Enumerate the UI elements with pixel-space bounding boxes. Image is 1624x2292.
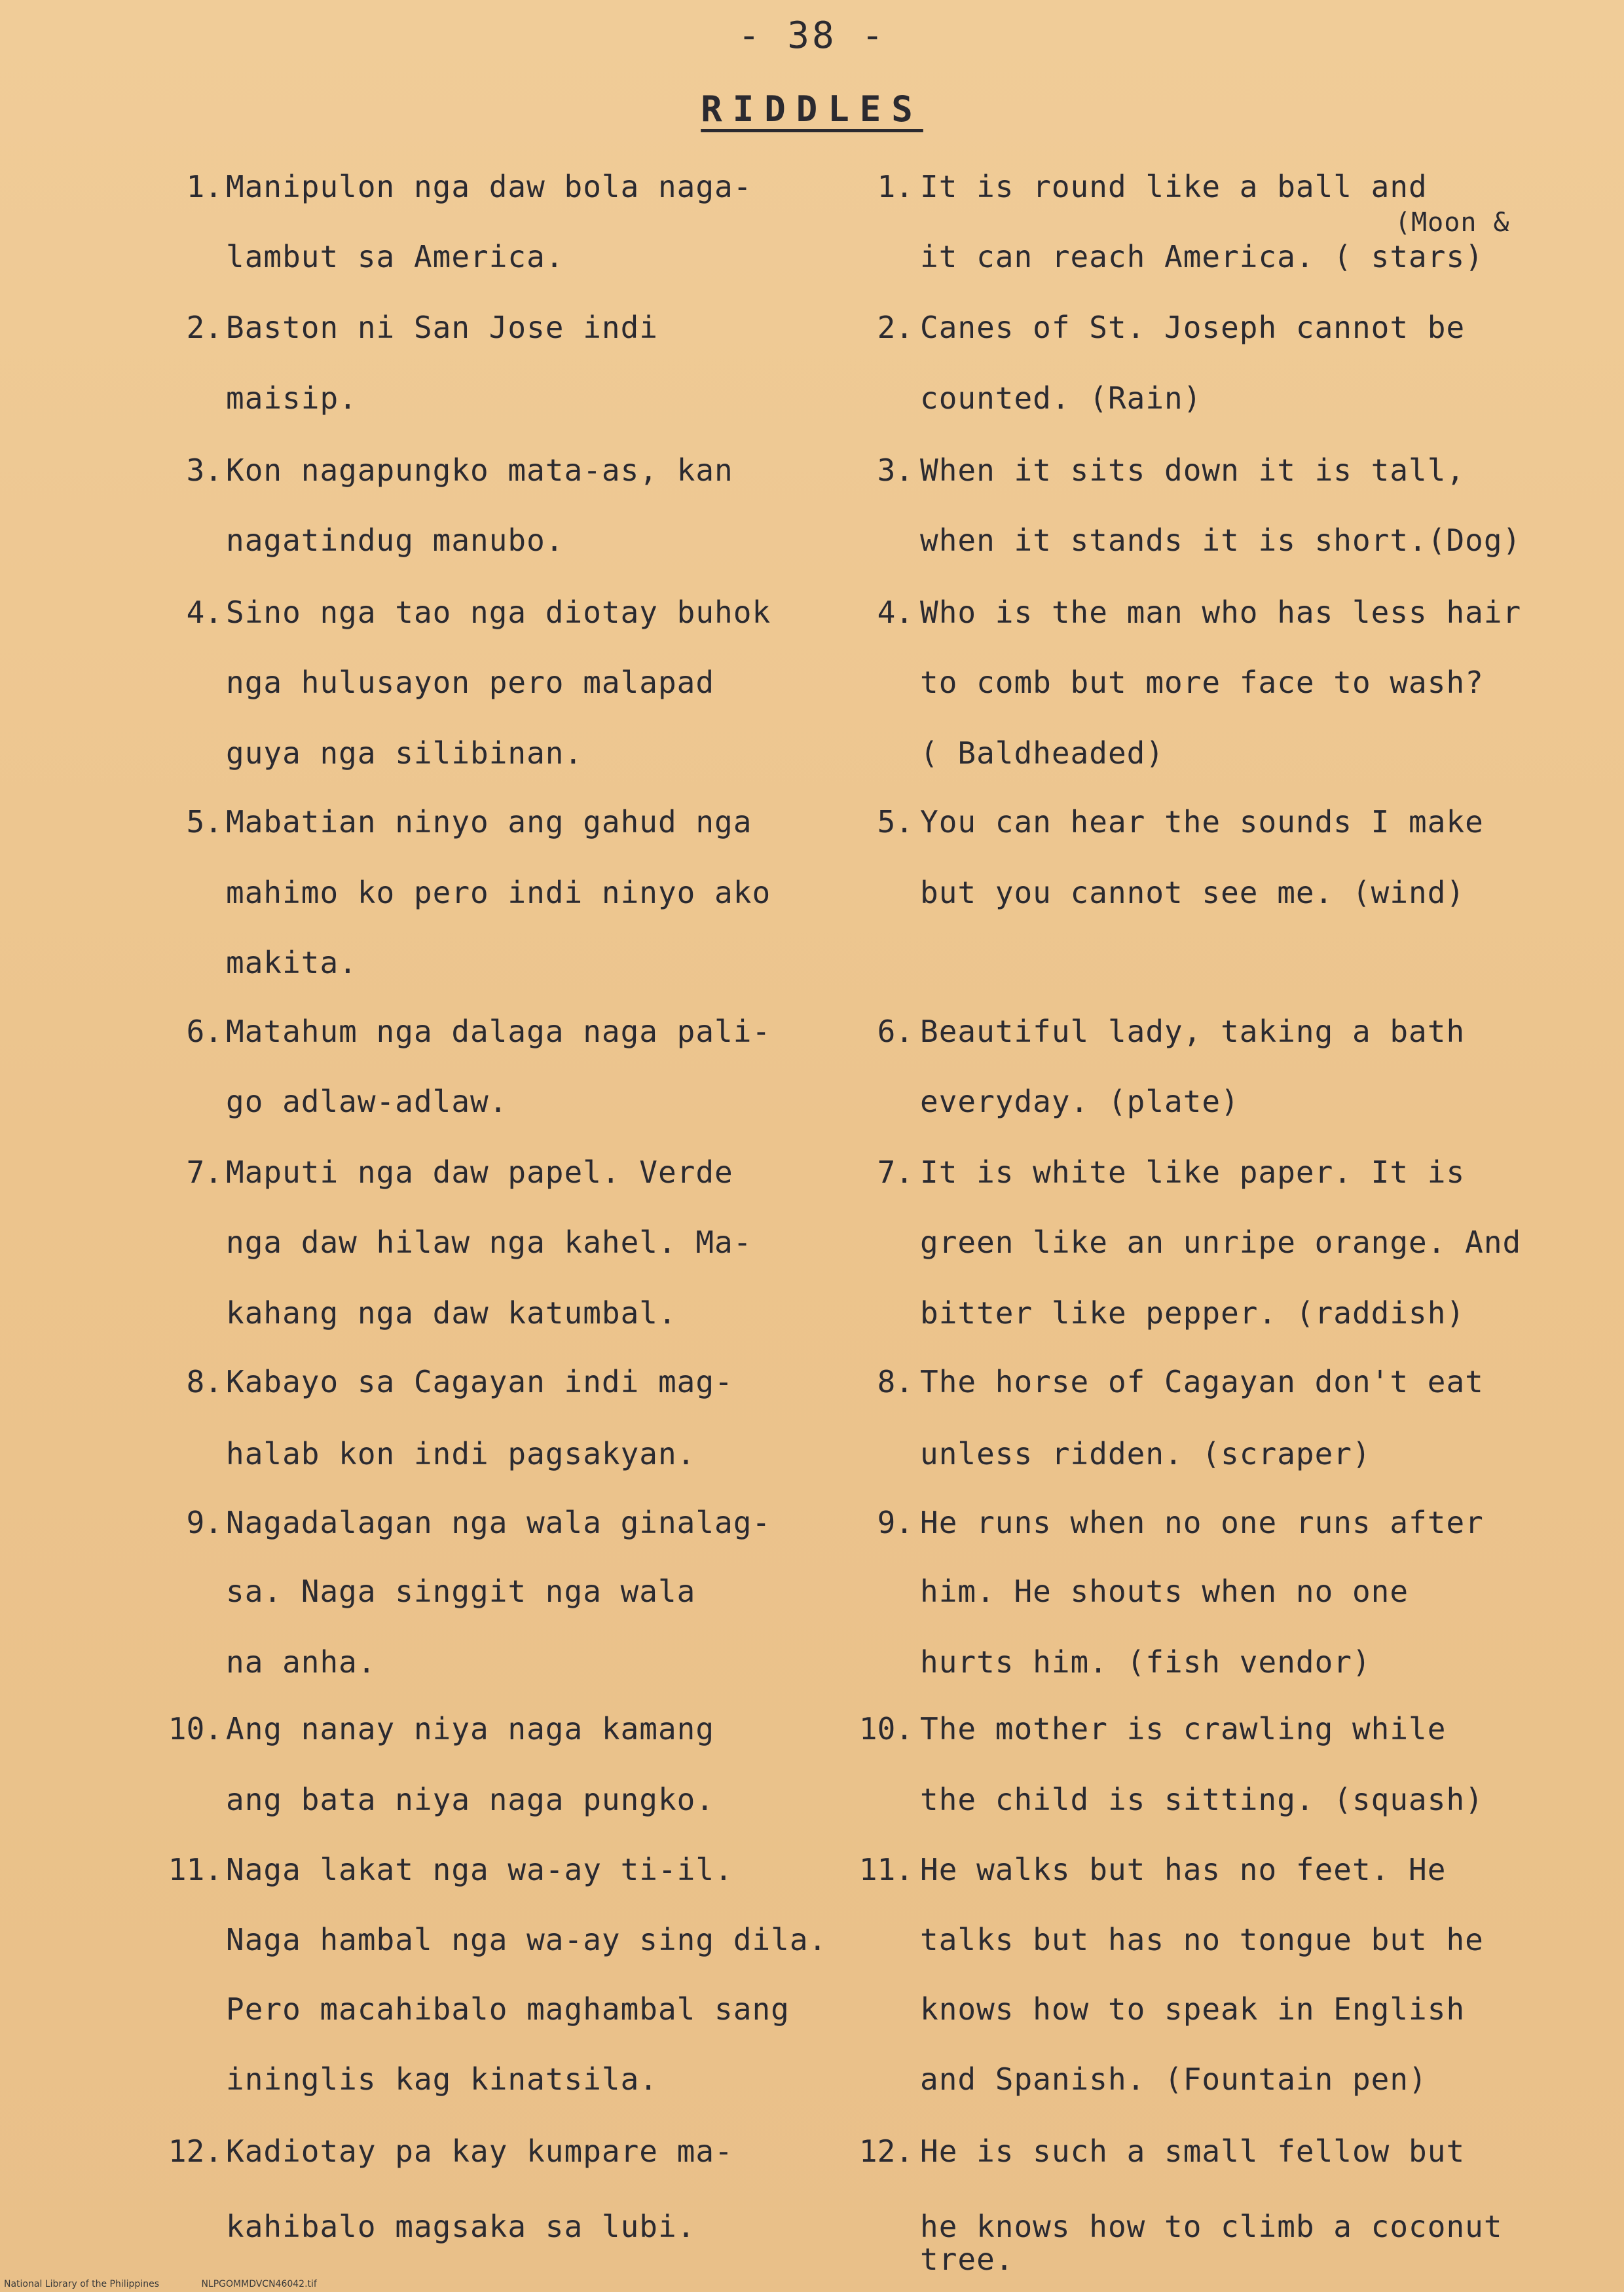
riddle-5-right-line-2: but you cannot see me. (wind) [920, 875, 1466, 910]
riddle-6-left-line-2: go adlaw-adlaw. [226, 1084, 508, 1119]
riddle-4-left-line-2: nga hulusayon pero malapad [226, 665, 715, 700]
riddle-9-right-line-2: him. He shouts when no one [920, 1574, 1409, 1609]
riddle-6-right-line-1: Beautiful lady, taking a bath [920, 1014, 1466, 1049]
riddle-2-left-line-2: maisip. [226, 380, 358, 416]
riddle-7-right-line-2: green like an unripe orange. And [920, 1225, 1522, 1260]
page-number: - 38 - [737, 14, 887, 57]
riddle-10-left-line-2: ang bata niya naga pungko. [226, 1782, 715, 1817]
riddle-3-right-line-2: when it stands it is short.(Dog) [920, 523, 1522, 558]
riddle-1-number-left: 1. [186, 169, 223, 204]
riddle-11-right-line-2: talks but has no tongue but he [920, 1922, 1484, 1957]
riddle-8-left-line-1: Kabayo sa Cagayan indi mag- [226, 1364, 733, 1399]
riddle-2-number-right: 2. [877, 310, 913, 345]
riddle-12-number-left: 12. [168, 2134, 223, 2169]
riddle-10-number-left: 10. [168, 1711, 223, 1747]
riddle-3-left-line-1: Kon nagapungko mata-as, kan [226, 453, 733, 488]
riddle-4-right-line-3: ( Baldheaded) [920, 735, 1165, 771]
riddle-5-left-line-2: mahimo ko pero indi ninyo ako [226, 875, 771, 910]
riddle-6-left-line-1: Matahum nga dalaga naga pali- [226, 1014, 771, 1049]
riddle-1-left-line-1: Manipulon nga daw bola naga- [226, 169, 752, 204]
riddle-11-left-line-3: Pero macahibalo maghambal sang [226, 1991, 790, 2027]
riddle-6-right-line-2: everyday. (plate) [920, 1084, 1240, 1119]
riddle-12-left-line-1: Kadiotay pa kay kumpare ma- [226, 2134, 733, 2169]
riddle-7-right-line-1: It is white like paper. It is [920, 1155, 1466, 1190]
footer-file: NLPGOMMDVCN46042.tif [201, 2279, 317, 2289]
riddle-4-left-line-3: guya nga silibinan. [226, 735, 583, 771]
riddle-11-left-line-2: Naga hambal nga wa-ay sing dila. [226, 1922, 828, 1957]
riddle-1-number-right: 1. [877, 169, 913, 204]
riddle-12-right-line-1: He is such a small fellow but [920, 2134, 1466, 2169]
riddle-7-number-right: 7. [877, 1155, 913, 1190]
riddle-8-right-line-1: The horse of Cagayan don't eat [920, 1364, 1484, 1399]
riddle-11-left-line-1: Naga lakat nga wa-ay ti-il. [226, 1852, 733, 1887]
riddle-2-right-line-2: counted. (Rain) [920, 380, 1202, 416]
riddle-8-right-line-2: unless ridden. (scraper) [920, 1436, 1371, 1471]
riddle-9-left-line-1: Nagadalagan nga wala ginalag- [226, 1505, 771, 1540]
riddle-12-left-line-2: kahibalo magsaka sa lubi. [226, 2209, 696, 2244]
riddle-6-number-right: 6. [877, 1014, 913, 1049]
riddle-12-right-line-2: he knows how to climb a coconut [920, 2209, 1503, 2244]
riddle-7-left-line-3: kahang nga daw katumbal. [226, 1295, 677, 1331]
riddle-10-right-line-2: the child is sitting. (squash) [920, 1782, 1484, 1817]
riddle-7-number-left: 7. [186, 1155, 223, 1190]
riddle-5-left-line-1: Mabatian ninyo ang gahud nga [226, 804, 752, 840]
riddle-1-right-extra: (Moon & [1395, 208, 1510, 238]
riddle-5-left-line-3: makita. [226, 945, 358, 980]
riddle-5-number-right: 5. [877, 804, 913, 840]
riddle-4-right-line-1: Who is the man who has less hair [920, 595, 1522, 630]
riddle-10-left-line-1: Ang nanay niya naga kamang [226, 1711, 715, 1747]
riddle-1-left-line-2: lambut sa America. [226, 239, 564, 274]
riddle-12-right-line-3: tree. [920, 2242, 1014, 2277]
riddle-1-right-line-2: it can reach America. ( stars) [920, 239, 1484, 274]
riddle-11-right-line-4: and Spanish. (Fountain pen) [920, 2061, 1428, 2097]
riddle-4-number-left: 4. [186, 595, 223, 630]
riddle-2-number-left: 2. [186, 310, 223, 345]
riddle-3-right-line-1: When it sits down it is tall, [920, 453, 1466, 488]
scan-footer [4, 2279, 356, 2289]
riddle-2-left-line-1: Baston ni San Jose indi [226, 310, 658, 345]
riddle-9-number-left: 9. [186, 1505, 223, 1540]
riddle-12-number-right: 12. [858, 2134, 913, 2169]
riddle-8-left-line-2: halab kon indi pagsakyan. [226, 1436, 696, 1471]
riddle-1-right-line-1: It is round like a ball and [920, 169, 1428, 204]
riddle-6-number-left: 6. [186, 1014, 223, 1049]
riddle-8-number-right: 8. [877, 1364, 913, 1399]
riddle-2-right-line-1: Canes of St. Joseph cannot be [920, 310, 1466, 345]
riddle-9-right-line-1: He runs when no one runs after [920, 1505, 1484, 1540]
riddle-8-number-left: 8. [186, 1364, 223, 1399]
riddle-5-number-left: 5. [186, 804, 223, 840]
riddle-11-right-line-1: He walks but has no feet. He [920, 1852, 1447, 1887]
riddle-3-number-right: 3. [877, 453, 913, 488]
riddle-11-right-line-3: knows how to speak in English [920, 1991, 1466, 2027]
riddle-4-right-line-2: to comb but more face to wash? [920, 665, 1484, 700]
riddle-7-left-line-2: nga daw hilaw nga kahel. Ma- [226, 1225, 752, 1260]
riddle-7-left-line-1: Maputi nga daw papel. Verde [226, 1155, 733, 1190]
riddle-5-right-line-1: You can hear the sounds I make [920, 804, 1484, 840]
riddle-11-number-right: 11. [858, 1852, 913, 1887]
riddle-11-number-left: 11. [168, 1852, 223, 1887]
riddle-3-left-line-2: nagatindug manubo. [226, 523, 564, 558]
riddle-9-left-line-3: na anha. [226, 1644, 377, 1680]
page-title: RIDDLES [701, 88, 923, 130]
riddle-11-left-line-4: ininglis kag kinatsila. [226, 2061, 658, 2097]
riddle-4-number-right: 4. [877, 595, 913, 630]
riddle-10-number-right: 10. [858, 1711, 913, 1747]
riddle-9-right-line-3: hurts him. (fish vendor) [920, 1644, 1371, 1680]
riddle-7-right-line-3: bitter like pepper. (raddish) [920, 1295, 1466, 1331]
riddle-10-right-line-1: The mother is crawling while [920, 1711, 1447, 1747]
riddle-3-number-left: 3. [186, 453, 223, 488]
riddle-4-left-line-1: Sino nga tao nga diotay buhok [226, 595, 771, 630]
riddle-9-left-line-2: sa. Naga singgit nga wala [226, 1574, 696, 1609]
footer-library: National Library of the Philippines [4, 2279, 159, 2289]
riddle-9-number-right: 9. [877, 1505, 913, 1540]
